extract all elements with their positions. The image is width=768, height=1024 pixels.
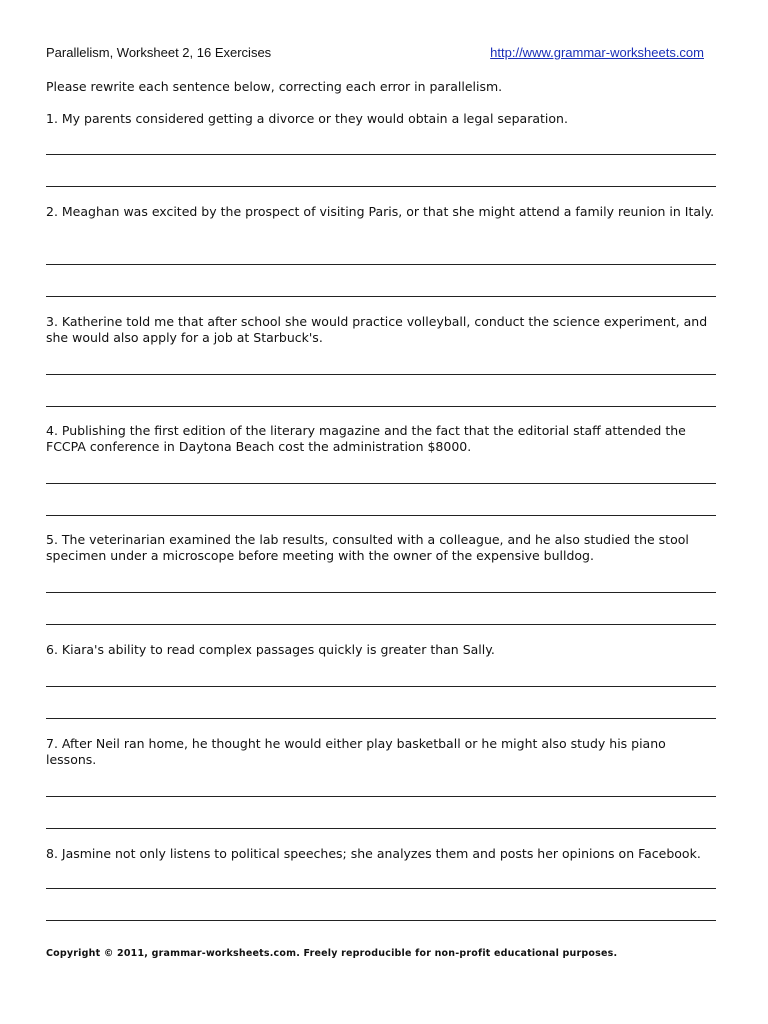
answer-line[interactable] bbox=[46, 374, 716, 375]
answer-line[interactable] bbox=[46, 718, 716, 719]
exercise-question: 8. Jasmine not only listens to political speeches; she analyzes them and posts her opinions on Facebook. bbox=[46, 846, 701, 861]
answer-line[interactable] bbox=[46, 264, 716, 265]
exercise-4 bbox=[46, 423, 718, 455]
exercise-question: 7. After Neil ran home, he thought he would either play basketball or he might also study his piano lessons. bbox=[46, 736, 666, 767]
exercise-question: 3. Katherine told me that after school she would practice volleyball, conduct the science experiment, and she would also apply for a job at Starbuck's. bbox=[46, 314, 708, 345]
exercise-8 bbox=[46, 846, 718, 862]
answer-line[interactable] bbox=[46, 624, 716, 625]
exercise-3 bbox=[46, 314, 718, 346]
answer-line[interactable] bbox=[46, 828, 716, 829]
exercise-1 bbox=[46, 111, 718, 127]
exercise-question: 4. Publishing the first edition of the literary magazine and the fact that the editorial staff attended the FCCPA conference in Daytona Beach cost the administration $8000. bbox=[46, 423, 686, 454]
answer-line[interactable] bbox=[46, 592, 716, 593]
exercise-2 bbox=[46, 204, 718, 220]
answer-line[interactable] bbox=[46, 296, 716, 297]
exercise-question: 1. My parents considered getting a divorce or they would obtain a legal separation. bbox=[46, 111, 568, 126]
website-link[interactable]: http://www.grammar-worksheets.com bbox=[490, 45, 704, 60]
answer-line[interactable] bbox=[46, 483, 716, 484]
exercise-question: 5. The veterinarian examined the lab results, consulted with a colleague, and he also studied the stool specimen under a microscope before meeting with the owner of the expensive bulldog. bbox=[46, 532, 689, 563]
exercise-7 bbox=[46, 736, 718, 768]
answer-line[interactable] bbox=[46, 515, 716, 516]
exercise-6 bbox=[46, 642, 718, 658]
exercise-question: 2. Meaghan was excited by the prospect of visiting Paris, or that she might attend a family reunion in Italy. bbox=[46, 204, 715, 219]
copyright-footer: Copyright © 2011, grammar-worksheets.com. Freely reproducible for non-profit educational purposes. bbox=[46, 948, 618, 959]
answer-line[interactable] bbox=[46, 186, 716, 187]
exercise-5 bbox=[46, 532, 718, 564]
instructions: Please rewrite each sentence below, correcting each error in parallelism. bbox=[46, 79, 503, 94]
answer-line[interactable] bbox=[46, 686, 716, 687]
answer-line[interactable] bbox=[46, 796, 716, 797]
answer-line[interactable] bbox=[46, 920, 716, 921]
answer-line[interactable] bbox=[46, 154, 716, 155]
exercise-question: 6. Kiara's ability to read complex passages quickly is greater than Sally. bbox=[46, 642, 495, 657]
answer-line[interactable] bbox=[46, 888, 716, 889]
worksheet-title: Parallelism, Worksheet 2, 16 Exercises bbox=[46, 45, 272, 60]
answer-line[interactable] bbox=[46, 406, 716, 407]
